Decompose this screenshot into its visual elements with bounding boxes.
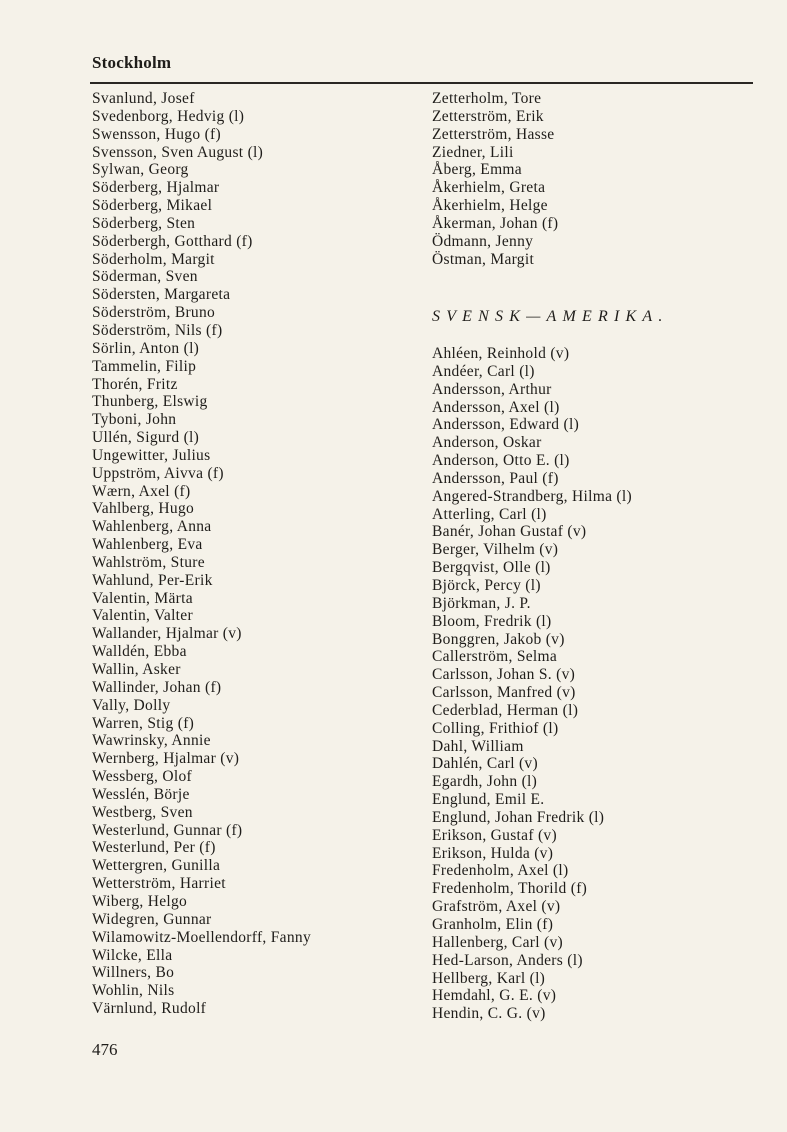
name-entry: Hallenberg, Carl (v) bbox=[432, 933, 563, 951]
name-entry: Söderberg, Hjalmar bbox=[92, 179, 220, 197]
name-entry: Wallinder, Johan (f) bbox=[92, 678, 222, 696]
name-entry: Granholm, Elin (f) bbox=[432, 916, 554, 933]
name-entry: Dahl, William bbox=[432, 737, 524, 755]
name-entry: Andersson, Arthur bbox=[432, 380, 552, 398]
name-entry: Thunberg, Elswig bbox=[92, 393, 208, 411]
name-entry: Bonggren, Jakob (v) bbox=[432, 630, 565, 648]
name-entry: Björkman, J. P. bbox=[432, 594, 531, 612]
name-entry: Wahlström, Sture bbox=[92, 553, 205, 571]
name-entry: Söderman, Sven bbox=[92, 268, 198, 286]
name-entry: Ahléen, Reinhold (v) bbox=[432, 345, 570, 362]
name-entry: Warren, Stig (f) bbox=[92, 714, 195, 732]
name-entry: Carlsson, Manfred (v) bbox=[432, 684, 576, 702]
name-entry: Uppström, Aivva (f) bbox=[92, 464, 224, 482]
name-entry: Svedenborg, Hedvig (l) bbox=[92, 107, 245, 125]
name-entry: Anderson, Oskar bbox=[432, 434, 542, 452]
name-entry: Swensson, Hugo (f) bbox=[92, 125, 221, 143]
name-entry: Atterling, Carl (l) bbox=[432, 505, 547, 523]
name-entry: Banér, Johan Gustaf (v) bbox=[432, 523, 587, 541]
name-entry: Söderström, Nils (f) bbox=[92, 321, 223, 339]
name-entry: Fredenholm, Thorild (f) bbox=[432, 880, 588, 898]
name-entry: Fredenholm, Axel (l) bbox=[432, 862, 569, 880]
name-entry: Tammelin, Filip bbox=[92, 357, 197, 375]
name-entry: Vally, Dolly bbox=[92, 696, 171, 714]
name-entry: Dahlén, Carl (v) bbox=[432, 755, 538, 773]
name-entry: Hed-Larson, Anders (l) bbox=[432, 951, 583, 969]
name-entry: Westberg, Sven bbox=[92, 803, 193, 821]
name-entry: Åkerhielm, Greta bbox=[432, 179, 546, 197]
name-entry: Valentin, Märta bbox=[92, 589, 193, 607]
name-entry: Andersson, Edward (l) bbox=[432, 416, 580, 434]
name-entry: Östman, Margit bbox=[432, 250, 535, 268]
name-entry: Wettergren, Gunilla bbox=[92, 857, 221, 875]
name-entry: Thorén, Fritz bbox=[92, 375, 178, 393]
name-entry: Zetterström, Erik bbox=[432, 107, 544, 125]
name-entry: Svanlund, Josef bbox=[92, 90, 195, 107]
name-entry: Anderson, Otto E. (l) bbox=[432, 452, 570, 470]
name-entry: Wærn, Axel (f) bbox=[92, 482, 191, 500]
name-entry: Söderholm, Margit bbox=[92, 250, 215, 268]
right-name-column-top bbox=[432, 90, 762, 268]
right-name-column-bottom bbox=[432, 345, 762, 1023]
name-entry: Söderström, Bruno bbox=[92, 304, 216, 322]
name-entry: Sylwan, Georg bbox=[92, 161, 189, 179]
page-number: 476 bbox=[92, 1040, 118, 1059]
name-entry: Åberg, Emma bbox=[432, 161, 522, 179]
name-entry: Bergqvist, Olle (l) bbox=[432, 559, 551, 577]
name-entry: Carlsson, Johan S. (v) bbox=[432, 666, 576, 684]
name-entry: Wawrinsky, Annie bbox=[92, 732, 211, 750]
name-entry: Wahlenberg, Anna bbox=[92, 518, 212, 536]
name-entry: Åkerman, Johan (f) bbox=[432, 214, 559, 232]
name-entry: Berger, Vilhelm (v) bbox=[432, 541, 559, 559]
name-entry: Sörlin, Anton (l) bbox=[92, 339, 200, 357]
name-entry: Wetterström, Harriet bbox=[92, 875, 226, 893]
name-entry: Svensson, Sven August (l) bbox=[92, 143, 264, 161]
name-entry: Grafström, Axel (v) bbox=[432, 898, 561, 916]
name-entry: Zetterström, Hasse bbox=[432, 125, 555, 143]
name-entry: Callerström, Selma bbox=[432, 648, 558, 666]
name-entry: Ziedner, Lili bbox=[432, 143, 514, 161]
name-entry: Värnlund, Rudolf bbox=[92, 1000, 207, 1018]
name-entry: Wohlin, Nils bbox=[92, 982, 175, 1000]
name-entry: Westerlund, Gunnar (f) bbox=[92, 821, 243, 839]
name-entry: Angered-Strandberg, Hilma (l) bbox=[432, 487, 632, 505]
name-entry: Colling, Frithiof (l) bbox=[432, 719, 559, 737]
name-entry: Wahlund, Per-Erik bbox=[92, 571, 213, 589]
name-entry: Björck, Percy (l) bbox=[432, 576, 541, 594]
name-entry: Wessberg, Olof bbox=[92, 768, 192, 786]
name-entry: Walldén, Ebba bbox=[92, 643, 187, 661]
name-entry: Ungewitter, Julius bbox=[92, 446, 211, 464]
name-entry: Cederblad, Herman (l) bbox=[432, 701, 579, 719]
name-entry: Wilcke, Ella bbox=[92, 946, 173, 964]
name-entry: Erikson, Gustaf (v) bbox=[432, 826, 557, 844]
name-entry: Englund, Johan Fredrik (l) bbox=[432, 808, 605, 826]
name-entry: Vahlberg, Hugo bbox=[92, 500, 195, 518]
name-entry: Valentin, Valter bbox=[92, 607, 193, 625]
name-entry: Zetterholm, Tore bbox=[432, 90, 542, 107]
page-header-title: Stockholm bbox=[92, 53, 172, 72]
name-entry: Hendin, C. G. (v) bbox=[432, 1005, 546, 1023]
section-heading: SVENSK—AMERIKA. bbox=[432, 308, 669, 325]
name-entry: Ullén, Sigurd (l) bbox=[92, 429, 200, 447]
name-entry: Wesslén, Börje bbox=[92, 785, 190, 803]
name-entry: Bloom, Fredrik (l) bbox=[432, 612, 552, 630]
name-entry: Andéer, Carl (l) bbox=[432, 362, 535, 380]
name-entry: Wernberg, Hjalmar (v) bbox=[92, 750, 240, 768]
name-entry: Åkerhielm, Helge bbox=[432, 197, 548, 215]
name-entry: Andersson, Axel (l) bbox=[432, 398, 560, 416]
name-entry: Widegren, Gunnar bbox=[92, 910, 212, 928]
name-entry: Ödmann, Jenny bbox=[432, 232, 534, 250]
header-rule bbox=[90, 82, 753, 84]
name-entry: Wahlenberg, Eva bbox=[92, 536, 203, 554]
name-entry: Wallander, Hjalmar (v) bbox=[92, 625, 242, 643]
name-entry: Tyboni, John bbox=[92, 411, 177, 429]
name-entry: Willners, Bo bbox=[92, 964, 175, 982]
name-entry: Hellberg, Karl (l) bbox=[432, 969, 546, 987]
name-entry: Söderbergh, Gotthard (f) bbox=[92, 232, 253, 250]
name-entry: Englund, Emil E. bbox=[432, 791, 545, 809]
name-entry: Wallin, Asker bbox=[92, 661, 181, 678]
name-entry: Hemdahl, G. E. (v) bbox=[432, 987, 557, 1005]
name-entry: Westerlund, Per (f) bbox=[92, 839, 216, 857]
name-entry: Egardh, John (l) bbox=[432, 773, 538, 791]
left-name-column bbox=[92, 90, 412, 1018]
name-entry: Södersten, Margareta bbox=[92, 286, 231, 304]
name-entry: Söderberg, Sten bbox=[92, 214, 196, 232]
name-entry: Andersson, Paul (f) bbox=[432, 469, 559, 487]
name-entry: Erikson, Hulda (v) bbox=[432, 844, 554, 862]
name-entry: Söderberg, Mikael bbox=[92, 197, 213, 215]
name-entry: Wiberg, Helgo bbox=[92, 892, 188, 910]
name-entry: Wilamowitz-Moellendorff, Fanny bbox=[92, 928, 312, 946]
